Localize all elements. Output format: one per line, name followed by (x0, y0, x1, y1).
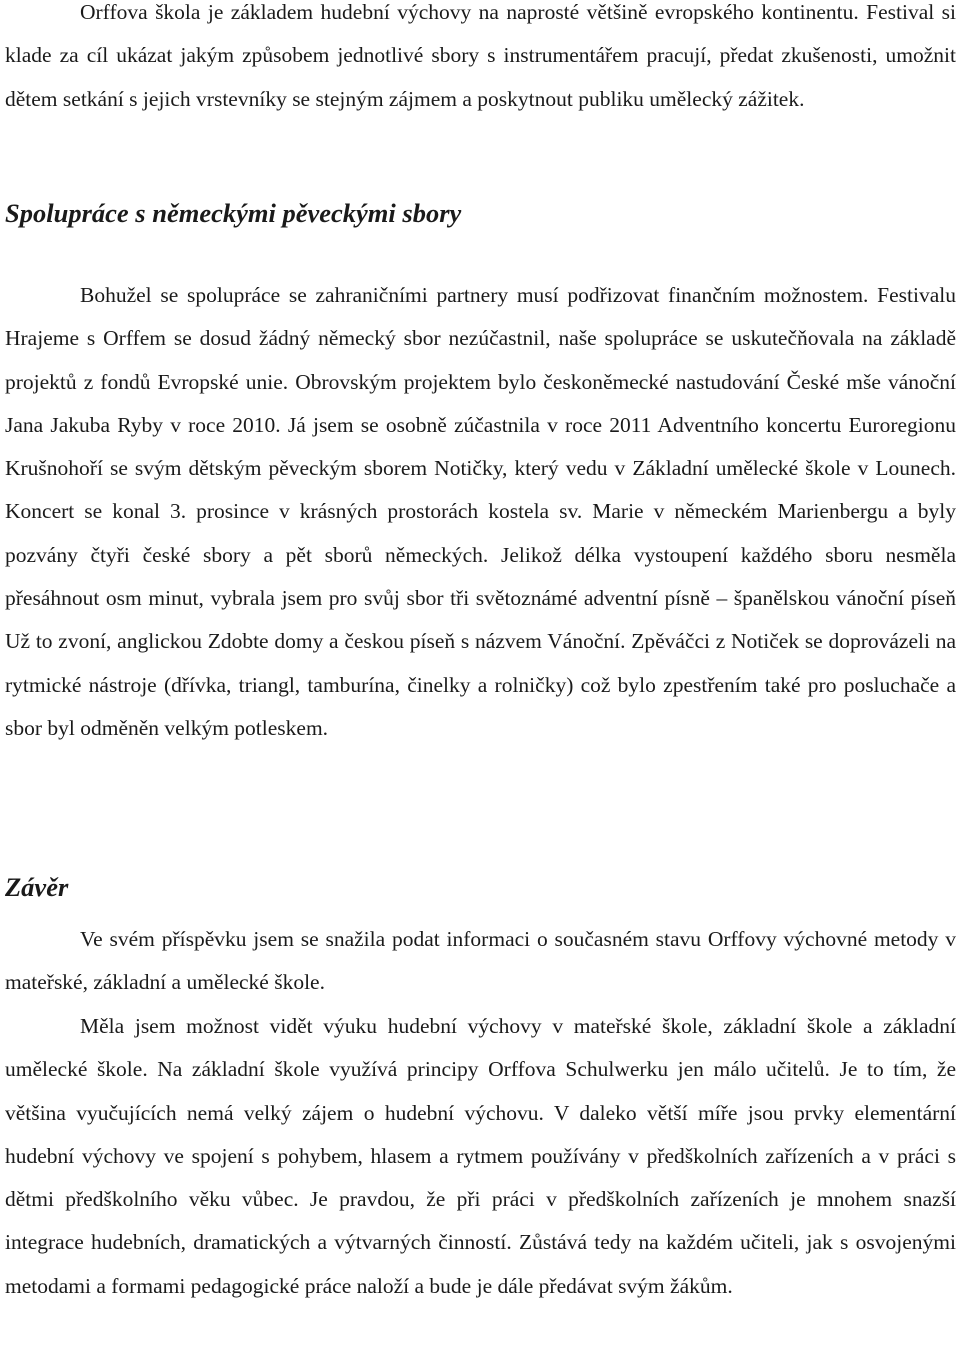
intro-paragraph: Orffova škola je základem hudební výchovy na naprosté většině evropského kontinentu. Festival si klade za cíl ukázat jakým způsobem jednotlivé sbory s instrumentářem pracují, předat zkušenosti, umožnit dětem setkání s jejich vrstevníky se stejným zájmem a poskytnout publiku umělecký zážitek. (5, 0, 956, 111)
conclusion-paragraph-1: Ve svém příspěvku jsem se snažila podat informaci o současném stavu Orffovy výchovné metody v mateřské, základní a umělecké škole. (5, 927, 956, 995)
section-heading-conclusion: Závěr (5, 872, 69, 902)
conclusion-paragraph-2: Měla jsem možnost vidět výuku hudební výchovy v mateřské škole, základní škole a základní umělecké škole. Na základní škole využívá principy Orffova Schulwerku jen málo učitelů. Je to tím, že většina vyučujících nemá velký zájem o hudební výchovu. V daleko větší míře jsou prvky elementární hudební výchovy ve spojení s pohybem, hlasem a rytmem používány v předškolních zařízeních a v práci s dětmi předškolního věku vůbec. Je pravdou, že při práci v předškolních zařízeních je mnohem snazší integrace hudebních, dramatických a výtvarných činností. Zůstává tedy na každém učiteli, jak s osvojenými metodami a formami pedagogické práce naloží a bude je dále předávat svým žákům. (5, 1014, 956, 1298)
cooperation-paragraph: Bohužel se spolupráce se zahraničními partnery musí podřizovat finančním možnostem. Festivalu Hrajeme s Orffem se dosud žádný německý sbor nezúčastnil, naše spolupráce se uskutečňovala na základě projektů z fondů Evropské unie. Obrovským projektem bylo českoněmecké nastudování České mše vánoční Jana Jakuba Ryby v roce 2010. Já jsem se osobně zúčastnila v roce 2011 Adventního koncertu Euroregionu Krušnohoří se svým dětským pěveckým sborem Notičky, který vedu v Základní umělecké škole v Lounech. Koncert se konal 3. prosince v krásných prostorách kostela sv. Marie v německém Marienbergu a byly pozvány čtyři české sbory a pět sborů německých. Jelikož délka vystoupení každého sboru nesměla přesáhnout osm minut, vybrala jsem pro svůj sbor tři světoznámé adventní písně – španělskou vánoční píseň Už to zvoní, anglickou Zdobte domy a českou píseň s názvem Vánoční. Zpěváčci z Notiček se doprovázeli na rytmické nástroje (dřívka, triangl, tamburína, činelky a rolničky) což bylo zpestřením také pro posluchače a sbor byl odměněn velkým potleskem. (5, 283, 956, 740)
section-heading-cooperation: Spolupráce s německými pěveckými sbory (5, 198, 462, 228)
